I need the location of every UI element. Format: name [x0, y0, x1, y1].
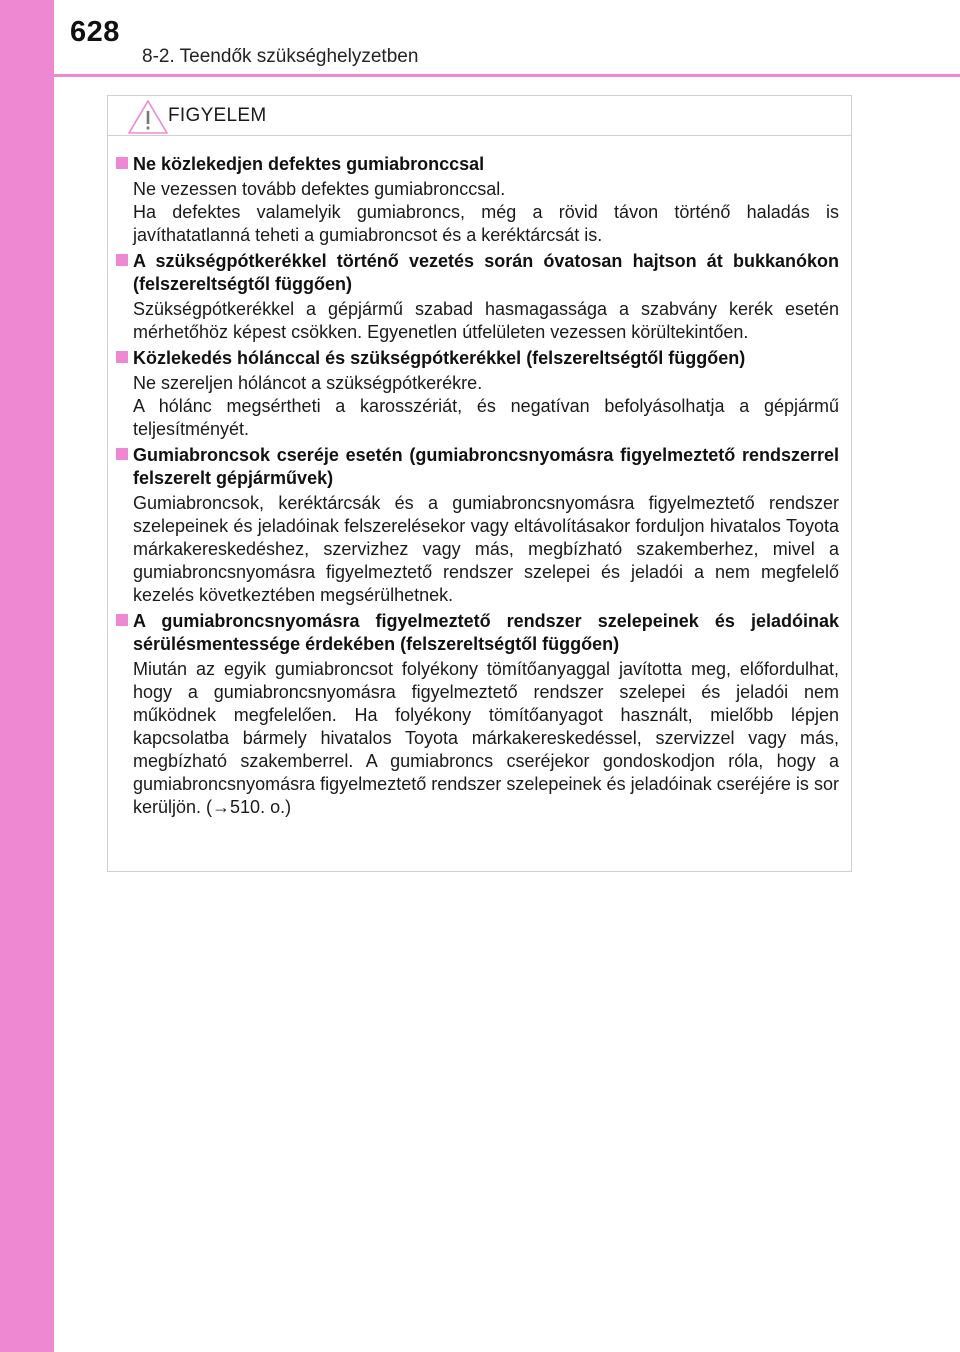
- warning-item-title: Közlekedés hólánccal és szükségpótkerékkel (felszereltségtől függően): [133, 348, 746, 368]
- warning-item-body: [133, 298, 839, 344]
- warning-item: [108, 347, 851, 441]
- bullet-square-icon: [116, 448, 128, 460]
- warning-header: [108, 96, 851, 136]
- bullet-square-icon: [116, 254, 128, 266]
- warning-item-body: [133, 658, 839, 819]
- warning-item-paragraph: Szükségpótkerékkel a gépjármű szabad hasmagassága a szabvány kerék esetén mérhetőhöz képest csökken. Egyenetlen útfelületen vezessen körültekintően.: [133, 299, 839, 342]
- warning-content: [108, 153, 851, 822]
- warning-item-title: Gumiabroncsok cseréje esetén (gumiabroncsnyomásra figyelmeztető rendszerrel felszerelt gépjárművek): [133, 445, 839, 488]
- warning-item-paragraph: Miután az egyik gumiabroncsot folyékony tömítőanyaggal javította meg, előfordulhat, hogy a gumiabroncsnyomásra figyelmeztető rendszer szelepei és jeladói nem működnek megfelelően. Ha folyékony tömítőanyagot használt, mielőbb lépjen kapcsolatba bármely hivatalos Toyota márkakereskedéssel, szervizzel vagy más, megbízható szakemberrel. A gumiabroncs cseréjekor gondoskodjon róla, hogy a gumiabroncsnyomásra figyelmeztető rendszer szelepeinek és jeladóinak cseréjére is sor kerüljön. (→510. o.): [133, 659, 839, 817]
- page-number: 628: [70, 16, 120, 48]
- bullet-square-icon: [116, 614, 128, 626]
- section-title: 8-2. Teendők szükséghelyzetben: [142, 46, 419, 67]
- warning-triangle-icon: [127, 99, 169, 135]
- warning-item: [108, 250, 851, 344]
- warning-item-paragraph: Ha defektes valamelyik gumiabroncs, még a rövid távon történő haladás is javíthatatlanná teheti a gumiabroncsot és a keréktárcsát is.: [133, 202, 839, 245]
- warning-item-title: A gumiabroncsnyomásra figyelmeztető rendszer szelepeinek és jeladóinak sérülésmentessége érdekében (felszereltségtől függően): [133, 611, 839, 654]
- warning-item-paragraph: Ne szereljen hóláncot a szükségpótkerékre.: [133, 373, 483, 393]
- side-color-strip: [0, 0, 54, 1352]
- warning-item-body: [133, 372, 839, 441]
- warning-item-title: Ne közlekedjen defektes gumiabronccsal: [133, 154, 485, 174]
- bullet-square-icon: [116, 351, 128, 363]
- warning-item-paragraph: Gumiabroncsok, keréktárcsák és a gumiabroncsnyomásra figyelmeztető rendszer szelepeinek és jeladóinak felszerelésekor vagy eltávolításakor forduljon hivatalos Toyota márkakereskedéshez, szervizhez vagy más, megbízható szakemberhez, mivel a gumiabroncsnyomásra figyelmeztető rendszer szelepei és jeladói a nem megfelelő kezelés következtében megsérülhetnek.: [133, 493, 839, 605]
- header-divider: [54, 74, 960, 77]
- warning-item-paragraph: Ne vezessen tovább defektes gumiabronccsal.: [133, 179, 506, 199]
- warning-item: [108, 610, 851, 819]
- warning-label: FIGYELEM: [168, 105, 267, 126]
- warning-item-paragraph: A hólánc megsértheti a karosszériát, és negatívan befolyásolhatja a gépjármű teljesítményét.: [133, 396, 839, 439]
- warning-item-title: A szükségpótkerékkel történő vezetés során óvatosan hajtson át bukkanókon (felszereltségtől függően): [133, 251, 839, 294]
- warning-box: [107, 95, 852, 872]
- warning-item-body: [133, 178, 839, 247]
- bullet-square-icon: [116, 157, 128, 169]
- warning-item: [108, 153, 851, 247]
- warning-item: [108, 444, 851, 607]
- warning-item-body: [133, 492, 839, 607]
